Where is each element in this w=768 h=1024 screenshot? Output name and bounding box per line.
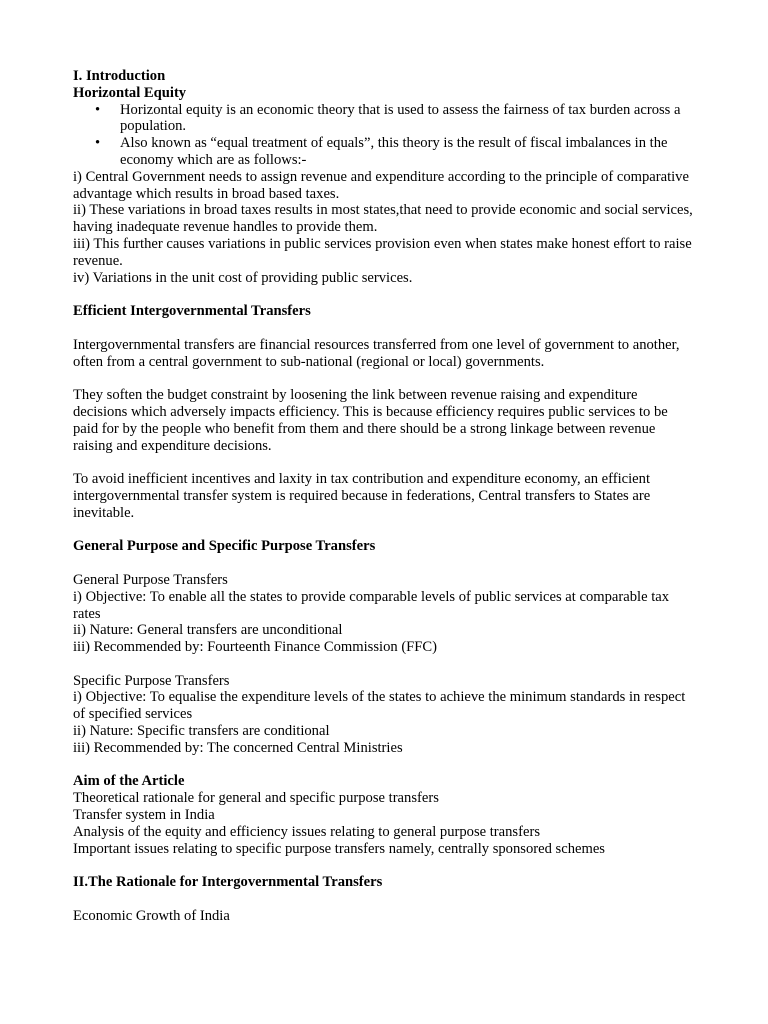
bullet-list — [73, 102, 693, 169]
aim-item: Transfer system in India — [73, 807, 215, 824]
bullet-item — [73, 135, 693, 169]
specific-recommended: iii) Recommended by: The concerned Central Ministries — [73, 739, 403, 756]
heading-efficient-transfers: Efficient Intergovernmental Transfers — [73, 303, 311, 320]
imbalance-item: iv) Variations in the unit cost of providing public services. — [73, 269, 413, 286]
imbalance-item: i) Central Government needs to assign revenue and expenditure according to the principle of comparative advantage which results in broad based taxes. — [73, 168, 689, 202]
heading-aim-of-article: Aim of the Article — [73, 773, 185, 790]
economic-growth-line: Economic Growth of India — [73, 907, 230, 924]
subheading-horizontal-equity: Horizontal Equity — [73, 84, 187, 101]
bullet-text: Also known as “equal treatment of equals”, this theory is the result of fiscal imbalances in the economy which are as follows:- — [120, 135, 668, 168]
spacer — [73, 320, 693, 337]
efficient-paragraph: They soften the budget constraint by loosening the link between revenue raising and expenditure decisions which adversely impacts efficiency. This is because efficiency requires public services to be paid for by the people who benefit from them and there should be a strong linkage between revenue raising and expenditure decisions. — [73, 387, 668, 454]
imbalance-item: ii) These variations in broad taxes results in most states,that need to provide economic and social services, having inadequate revenue handles to provide them. — [73, 202, 693, 236]
spacer — [73, 857, 693, 874]
efficient-paragraph: To avoid inefficient incentives and laxity in tax contribution and expenditure economy, an efficient intergovernmental transfer system is required because in federations, Central transfers to States are inevitable. — [73, 471, 651, 521]
aim-item: Theoretical rationale for general and specific purpose transfers — [73, 790, 439, 807]
general-purpose-title: General Purpose Transfers — [73, 571, 228, 588]
spacer — [73, 370, 693, 387]
bullet-icon: • — [95, 101, 101, 118]
document-body — [73, 68, 693, 925]
general-recommended: iii) Recommended by: Fourteenth Finance Commission (FFC) — [73, 639, 438, 656]
spacer — [73, 454, 693, 471]
spacer — [73, 522, 693, 539]
aim-item: Analysis of the equity and efficiency issues relating to general purpose transfers — [73, 823, 540, 840]
spacer — [73, 555, 693, 572]
spacer — [73, 891, 693, 908]
section-heading-rationale: II.The Rationale for Intergovernmental Transfers — [73, 874, 383, 891]
general-nature: ii) Nature: General transfers are unconditional — [73, 622, 343, 639]
general-objective: i) Objective: To enable all the states to provide comparable levels of public services at comparable tax rates — [73, 588, 670, 622]
specific-purpose-title: Specific Purpose Transfers — [73, 672, 230, 689]
specific-objective: i) Objective: To equalise the expenditure levels of the states to achieve the minimum standards in respect of specified services — [73, 689, 686, 723]
bullet-text: Horizontal equity is an economic theory that is used to assess the fairness of tax burden across a population. — [120, 101, 681, 135]
spacer — [73, 286, 693, 303]
bullet-item — [73, 102, 693, 136]
bullet-icon: • — [95, 135, 101, 152]
spacer — [73, 757, 693, 774]
imbalance-item: iii) This further causes variations in public services provision even when states make honest effort to raise revenue. — [73, 235, 692, 269]
heading-gp-sp-transfers: General Purpose and Specific Purpose Transfers — [73, 538, 376, 555]
specific-nature: ii) Nature: Specific transfers are conditional — [73, 723, 330, 740]
efficient-paragraph: Intergovernmental transfers are financial resources transferred from one level of government to another, often from a central government to sub-national (regional or local) governments. — [73, 336, 680, 370]
aim-item: Important issues relating to specific purpose transfers namely, centrally sponsored schemes — [73, 840, 605, 857]
spacer — [73, 656, 693, 673]
section-heading-introduction: I. Introduction — [73, 68, 166, 84]
